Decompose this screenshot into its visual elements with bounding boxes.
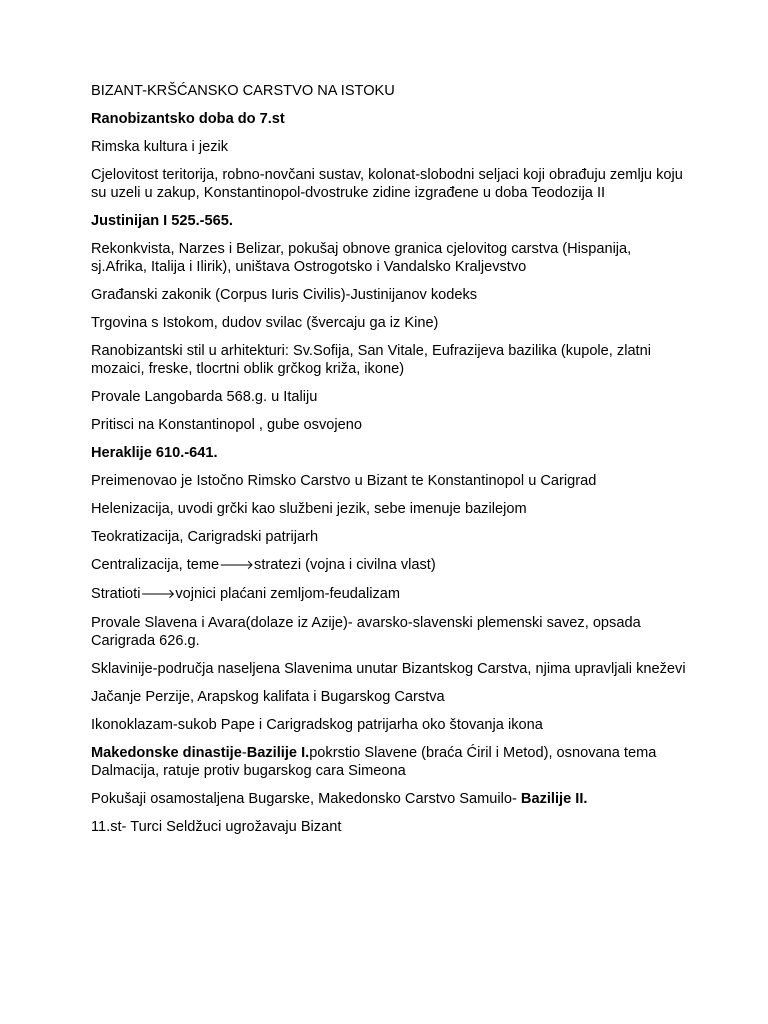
paragraph-turci: 11.st- Turci Seldžuci ugrožavaju Bizant [91, 819, 342, 835]
bazilije-ii-bold: Bazilije II. [520, 791, 588, 807]
document-title: BIZANT-KRŠĆANSKO CARSTVO NA ISTOKU [91, 83, 395, 99]
makedonske-rest: pokrstio Slavene (braća Ćiril i Metod), osnovana tema Dalmacija, ratuje protiv bugarskog cara Simeona [91, 745, 657, 779]
paragraph-pokusaji [91, 790, 691, 808]
paragraph-cjelovitost: Cjelovitost teritorija, robno-novčani sustav, kolonat-slobodni seljaci koji obrađuju zemlju koju su uzeli u zakup, Konstantinopol-dvostruke zidine izgrađene u doba Teodozija II [91, 167, 683, 201]
stratioti-text-rest: vojnici plaćani zemljom-feudalizam [175, 586, 401, 602]
bazilije-i-bold: Bazilije I. [246, 745, 310, 761]
paragraph-makedonske-dinastije [91, 744, 691, 780]
paragraph-stratioti [91, 585, 691, 604]
paragraph-jacanje: Jačanje Perzije, Arapskog kalifata i Bugarskog Carstva [91, 689, 445, 705]
paragraph-pritisci: Pritisci na Konstantinopol , gube osvojeno [91, 417, 362, 433]
paragraph-rimska-kultura: Rimska kultura i jezik [91, 139, 229, 155]
paragraph-ikonoklazam: Ikonoklazam-sukob Pape i Carigradskog patrijarha oko štovanja ikona [91, 717, 543, 733]
pokusaji-text: Pokušaji osamostaljena Bugarske, Makedonsko Carstvo Samuilo- [91, 791, 521, 807]
right-arrow-icon: 🡒 [219, 558, 255, 573]
paragraph-rekonkvista: Rekonkvista, Narzes i Belizar, pokušaj obnove granica cjelovitog carstva (Hispanija, sj.Afrika, Italija i Ilirik), uništava Ostrogotsko i Vandalsko Kraljevstvo [91, 241, 632, 275]
centralizacija-text-rest: stratezi (vojna i civilna vlast) [254, 557, 436, 573]
paragraph-ranobizantski-stil: Ranobizantski stil u arhitekturi: Sv.Sofija, San Vitale, Eufrazijeva bazilika (kupole, zlatni mozaici, freske, tlocrtni oblik grčkog križa, ikone) [91, 343, 651, 377]
right-arrow-icon: 🡒 [140, 587, 176, 602]
paragraph-trgovina: Trgovina s Istokom, dudov svilac (švercaju ga iz Kine) [91, 315, 439, 331]
paragraph-slaveni-avari: Provale Slavena i Avara(dolaze iz Azije)- avarsko-slavenski plemenski savez, opsada Carigrada 626.g. [91, 615, 641, 649]
paragraph-preimenovao: Preimenovao je Istočno Rimsko Carstvo u Bizant te Konstantinopol u Carigrad [91, 473, 597, 489]
stratioti-text: Stratioti [91, 586, 141, 602]
centralizacija-text: Centralizacija, teme [91, 557, 220, 573]
paragraph-sklavinije: Sklavinije-područja naseljena Slavenima unutar Bizantskog Carstva, njima upravljali kneževi [91, 661, 686, 677]
paragraph-gradanski-zakonik: Građanski zakonik (Corpus Iuris Civilis)-Justinijanov kodeks [91, 287, 478, 303]
section-heading-heraklije: Heraklije 610.-641. [91, 445, 218, 461]
makedonske-dinastije-bold: Makedonske dinastije [91, 745, 242, 761]
section-heading-justinijan: Justinijan I 525.-565. [91, 213, 233, 229]
section-heading-ranobizantsko: Ranobizantsko doba do 7.st [91, 111, 285, 127]
paragraph-langobardi: Provale Langobarda 568.g. u Italiju [91, 389, 318, 405]
paragraph-teokratizacija: Teokratizacija, Carigradski patrijarh [91, 529, 319, 545]
paragraph-helenizacija: Helenizacija, uvodi grčki kao službeni jezik, sebe imenuje bazilejom [91, 501, 527, 517]
paragraph-centralizacija [91, 556, 691, 575]
document-page [91, 82, 691, 846]
makedonske-dash: - [241, 745, 247, 761]
